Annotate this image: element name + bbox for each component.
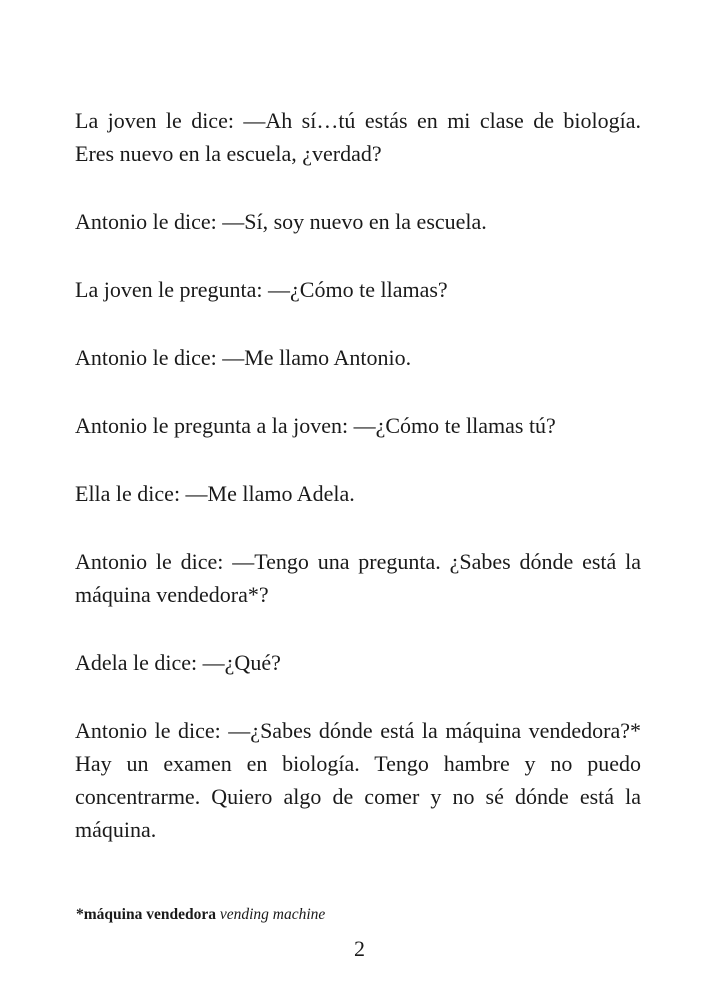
footnote-translation: vending machine	[219, 906, 326, 923]
footnote-term: *máquina vendedora	[76, 906, 216, 923]
body-text	[75, 104, 641, 881]
paragraph: La joven le pregunta: —¿Cómo te llamas?	[75, 277, 448, 302]
paragraph: Antonio le dice: —Tengo una pregunta. ¿Sabes dónde está la máquina vendedora*?	[75, 549, 641, 607]
paragraph: Antonio le dice: —¿Sabes dónde está la máquina vendedora?* Hay un examen en biología. Tengo hambre y no puedo concentrarme. Quiero algo de comer y no sé dónde está la máquina.	[75, 718, 641, 842]
page-number: 2	[354, 936, 365, 961]
paragraph: Ella le dice: —Me llamo Adela.	[75, 481, 355, 506]
paragraph: La joven le dice: —Ah sí…tú estás en mi clase de biología. Eres nuevo en la escuela, ¿verdad?	[75, 108, 641, 166]
paragraph: Antonio le dice: —Me llamo Antonio.	[75, 345, 412, 370]
paragraph: Antonio le dice: —Sí, soy nuevo en la escuela.	[75, 209, 487, 234]
footnote	[76, 906, 325, 924]
paragraph: Antonio le pregunta a la joven: —¿Cómo te llamas tú?	[75, 413, 556, 438]
paragraph: Adela le dice: —¿Qué?	[75, 650, 281, 675]
